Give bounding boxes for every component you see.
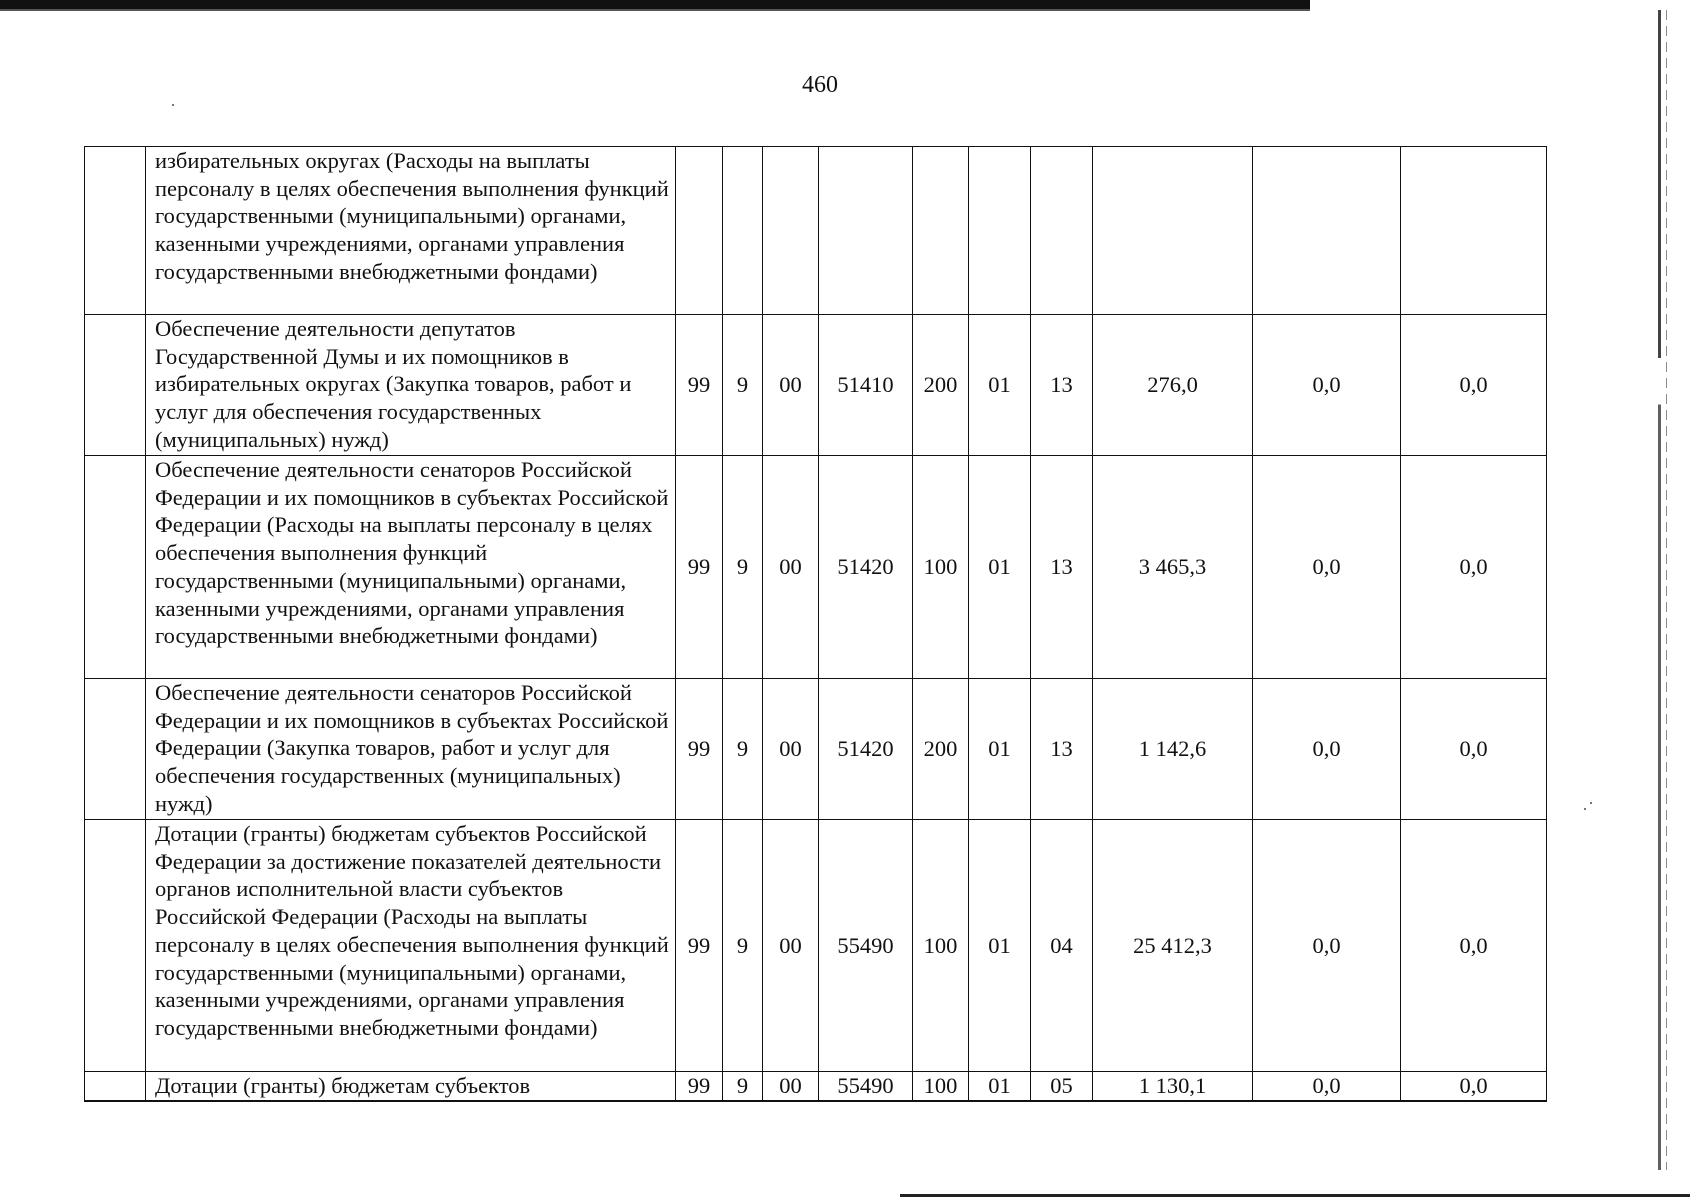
code-program-cell: 99: [676, 1072, 723, 1101]
amount-year-1-cell: 3 465,3: [1093, 456, 1253, 679]
expense-type-cell: 100: [913, 1072, 969, 1101]
code-main-event-cell: 00: [763, 315, 819, 456]
code-main-event-cell: 00: [763, 679, 819, 820]
page-number: 460: [802, 72, 838, 98]
subsection-cell: [1031, 147, 1093, 315]
subsection-cell: 05: [1031, 1072, 1093, 1101]
amount-year-2-cell: 0,0: [1253, 679, 1401, 820]
code-subprogram-cell: 9: [723, 456, 763, 679]
amount-year-3-cell: 0,0: [1401, 315, 1547, 456]
expense-type-cell: 200: [913, 315, 969, 456]
scan-speck: [172, 104, 174, 106]
section-cell: 01: [969, 456, 1031, 679]
row-description: Обеспечение деятельности сенаторов Российской Федерации и их помощников в субъектах Российской Федерации (Закупка товаров, работ и услуг для обеспечения государственных (муниципальных) нужд): [146, 679, 676, 820]
code-direction-cell: 51420: [819, 456, 913, 679]
amount-year-3-cell: 0,0: [1401, 679, 1547, 820]
code-subprogram-cell: 9: [723, 679, 763, 820]
expense-type-cell: 100: [913, 456, 969, 679]
code-program-cell: 99: [676, 315, 723, 456]
table-row: [85, 1072, 1547, 1101]
expense-type-cell: 100: [913, 820, 969, 1072]
amount-year-3-cell: 0,0: [1401, 456, 1547, 679]
section-cell: 01: [969, 1072, 1031, 1101]
code-subprogram-cell: 9: [723, 315, 763, 456]
amount-year-1-cell: 1 130,1: [1093, 1072, 1253, 1101]
code-main-event-cell: [763, 147, 819, 315]
table-row: [85, 820, 1547, 1072]
amount-year-1-cell: [1093, 147, 1253, 315]
section-cell: 01: [969, 679, 1031, 820]
code-program-cell: 99: [676, 456, 723, 679]
scan-top-border: [0, 0, 1310, 9]
code-direction-cell: 55490: [819, 1072, 913, 1101]
row-number-cell: [85, 820, 146, 1072]
scan-bottom-edge: [900, 1194, 1690, 1197]
row-description: Обеспечение деятельности сенаторов Российской Федерации и их помощников в субъектах Российской Федерации (Расходы на выплаты персоналу в целях обеспечения выполнения функций государственными (муниципальными) органами, казенными учреждениями, органами управления государственными внебюджетными фондами): [146, 456, 676, 679]
code-direction-cell: 51420: [819, 679, 913, 820]
row-description: избирательных округах (Расходы на выплаты персоналу в целях обеспечения выполнения функций государственными (муниципальными) органами, казенными учреждениями, органами управления государственными внебюджетными фондами): [146, 147, 676, 315]
row-number-cell: [85, 679, 146, 820]
expense-type-cell: [913, 147, 969, 315]
section-cell: 01: [969, 820, 1031, 1072]
expense-type-cell: 200: [913, 679, 969, 820]
table-row: [85, 456, 1547, 679]
section-cell: 01: [969, 315, 1031, 456]
code-program-cell: 99: [676, 679, 723, 820]
code-direction-cell: 55490: [819, 820, 913, 1072]
scan-top-border-shadow: [0, 9, 1310, 11]
code-program-cell: 99: [676, 820, 723, 1072]
amount-year-2-cell: 0,0: [1253, 456, 1401, 679]
amount-year-2-cell: 0,0: [1253, 1072, 1401, 1101]
row-number-cell: [85, 315, 146, 456]
amount-year-3-cell: [1401, 147, 1547, 315]
amount-year-2-cell: 0,0: [1253, 315, 1401, 456]
code-direction-cell: 51410: [819, 315, 913, 456]
scan-speck: [1590, 802, 1592, 804]
budget-table: [84, 146, 1547, 1102]
table-row: [85, 679, 1547, 820]
amount-year-2-cell: 0,0: [1253, 820, 1401, 1072]
scan-right-edge-dashed: [1666, 10, 1667, 1170]
subsection-cell: 13: [1031, 679, 1093, 820]
amount-year-1-cell: 25 412,3: [1093, 820, 1253, 1072]
row-description: Обеспечение деятельности депутатов Государственной Думы и их помощников в избирательных округах (Закупка товаров, работ и услуг для обеспечения государственных (муниципальных) нужд): [146, 315, 676, 456]
subsection-cell: 13: [1031, 456, 1093, 679]
scan-right-edge: [1658, 10, 1661, 1170]
subsection-cell: 13: [1031, 315, 1093, 456]
code-program-cell: [676, 147, 723, 315]
table-row: [85, 147, 1547, 315]
code-subprogram-cell: [723, 147, 763, 315]
amount-year-3-cell: 0,0: [1401, 1072, 1547, 1101]
code-main-event-cell: 00: [763, 1072, 819, 1101]
amount-year-2-cell: [1253, 147, 1401, 315]
row-number-cell: [85, 456, 146, 679]
subsection-cell: 04: [1031, 820, 1093, 1072]
code-subprogram-cell: 9: [723, 820, 763, 1072]
section-cell: [969, 147, 1031, 315]
row-number-cell: [85, 1072, 146, 1101]
table-row: [85, 315, 1547, 456]
row-description: Дотации (гранты) бюджетам субъектов Российской Федерации за достижение показателей деятельности органов исполнительной власти субъектов Российской Федерации (Расходы на выплаты персоналу в целях обеспечения выполнения функций государственными (муниципальными) органами, казенными учреждениями, органами управления государственными внебюджетными фондами): [146, 820, 676, 1072]
code-direction-cell: [819, 147, 913, 315]
code-subprogram-cell: 9: [723, 1072, 763, 1101]
code-main-event-cell: 00: [763, 820, 819, 1072]
scan-speck: [1584, 808, 1586, 810]
row-number-cell: [85, 147, 146, 315]
code-main-event-cell: 00: [763, 456, 819, 679]
amount-year-3-cell: 0,0: [1401, 820, 1547, 1072]
amount-year-1-cell: 276,0: [1093, 315, 1253, 456]
amount-year-1-cell: 1 142,6: [1093, 679, 1253, 820]
row-description: Дотации (гранты) бюджетам субъектов: [146, 1072, 676, 1101]
